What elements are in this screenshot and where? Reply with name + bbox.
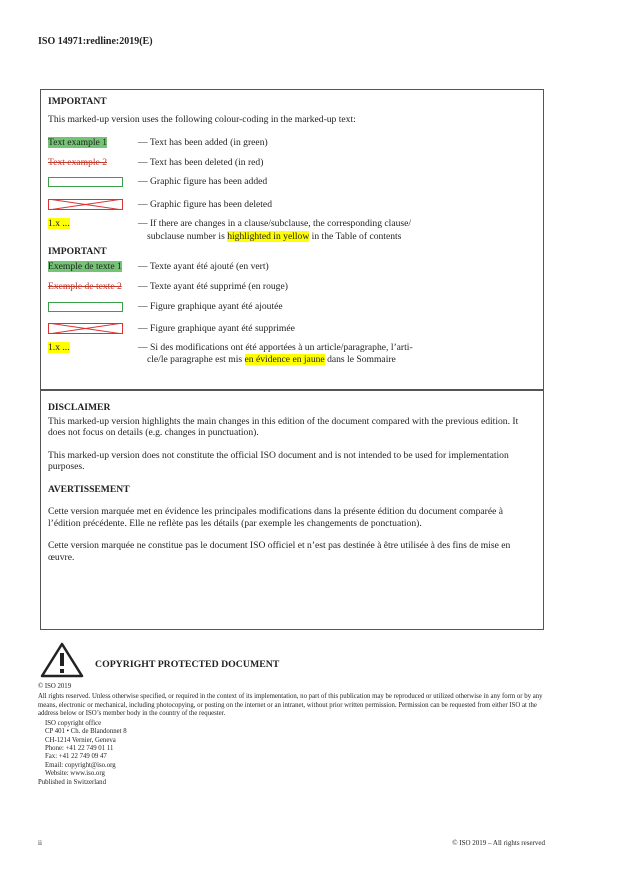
legend-desc-line: — If there are changes in a clause/subclause, the corresponding clause/ [138, 218, 412, 230]
website-link[interactable]: Website: www.iso.org [45, 769, 105, 777]
address-line: ISO copyright office [45, 720, 102, 728]
legend-desc: — Text has been deleted (in red) [138, 156, 264, 168]
important-intro: This marked-up version uses the following colour-coding in the marked-up text: [48, 114, 356, 125]
legend-desc: — Texte ayant été ajouté (en vert) [138, 261, 269, 273]
disclaimer-title: DISCLAIMER [48, 402, 111, 413]
important-title-fr: IMPORTANT [48, 246, 107, 258]
clause-example: 1.x ... [48, 341, 70, 353]
figure-deleted-icon [48, 323, 123, 334]
important-title: IMPORTANT [48, 96, 107, 107]
legend-desc: — Graphic figure has been added [138, 176, 268, 188]
deleted-example: Text example 2 [48, 156, 108, 168]
important-box [40, 89, 544, 390]
legend-row-added [48, 136, 536, 149]
legend-desc-line: dans le Sommaire [324, 353, 396, 365]
copyright-block [38, 683, 548, 788]
copyright-text: All rights reserved. Unless otherwise specified, or required in the context of its implementation, no part of this publication may be reproduced or utilized otherwise in any form or by any means, electronic or mechanical, including photocopying, or posting on the internet or an intranet, without prior written permission. Permission can be requested from either ISO at the address below or ISO’s member body in the country of the requester. [38, 693, 543, 717]
legend-desc: — Text has been added (in green) [138, 137, 268, 148]
legend-desc [138, 342, 536, 366]
page-number: ii [38, 839, 42, 847]
published-in: Published in Switzerland [38, 779, 106, 787]
legend-desc-line: subclause number is [147, 231, 228, 243]
avertissement-p1: Cette version marquée met en évidence les principales modifications dans la présente édition du document comparée à l’édition précédente. Elle ne reflète pas les détails (par exemple les changements de ponctuation). [48, 506, 504, 529]
email-link[interactable]: Email: copyright@iso.org [45, 761, 116, 769]
warning-icon [40, 642, 84, 678]
legend-desc: — Figure graphique ayant été ajoutée [138, 300, 283, 312]
legend-desc-line: — Si des modifications ont été apportées à un article/paragraphe, l’arti- [138, 341, 413, 353]
legend-row-fig-added [48, 175, 536, 191]
avertissement-title: AVERTISSEMENT [48, 483, 130, 495]
figure-deleted-icon [48, 199, 123, 210]
document-header: ISO 14971:redline:2019(E) [38, 36, 153, 47]
highlighted-text: en évidence en jaune [244, 353, 325, 365]
legend-row-clause-fr [48, 342, 536, 366]
address-line: Phone: +41 22 749 01 11 [45, 745, 114, 753]
deleted-example: Exemple de texte 2 [48, 280, 122, 292]
copyright-title: COPYRIGHT PROTECTED DOCUMENT [95, 659, 280, 670]
added-example: Exemple de texte 1 [48, 261, 122, 273]
legend-desc: — Figure graphique ayant été supprimée [138, 323, 295, 335]
legend-row-fig-added-fr [48, 300, 536, 316]
address-line: CH-1214 Vernier, Geneva [45, 736, 116, 744]
legend-desc: — Graphic figure has been deleted [138, 198, 272, 210]
copyright-year: © ISO 2019 [38, 683, 72, 690]
legend-row-clause [48, 217, 536, 243]
legend-row-fig-deleted [48, 198, 536, 211]
disclaimer-p2: This marked-up version does not constitute the official ISO document and is not intended to be used for implementation purposes. [48, 449, 509, 472]
legend-row-added-fr [48, 260, 536, 273]
footer-rights: © ISO 2019 – All rights reserved [452, 839, 545, 847]
legend-desc: — Texte ayant été supprimé (en rouge) [138, 280, 288, 292]
legend-row-fig-deleted-fr [48, 322, 536, 335]
clause-example: 1.x ... [48, 218, 70, 230]
figure-added-icon [48, 177, 123, 187]
legend-desc-line: in the Table of contents [309, 231, 402, 243]
address-line: CP 401 • Ch. de Blandonnet 8 [45, 728, 127, 736]
figure-added-icon [48, 302, 123, 312]
legend-desc [138, 217, 536, 243]
legend-row-deleted [48, 156, 536, 169]
legend-desc-line: cle/le paragraphe est mis [147, 353, 245, 365]
avertissement-p2: Cette version marquée ne constitue pas le document ISO officiel et n’est pas destinée à être utilisée à des fins de mise en œuvre. [48, 540, 511, 563]
disclaimer-box [40, 390, 544, 630]
disclaimer-p1: This marked-up version highlights the main changes in this edition of the document compared with the previous edition. It does not focus on details (e.g. changes in punctuation). [48, 415, 519, 438]
added-example: Text example 1 [48, 137, 108, 148]
address-line: Fax: +41 22 749 09 47 [45, 753, 107, 761]
highlighted-text: highlighted in yellow [227, 231, 310, 243]
legend-row-deleted-fr [48, 280, 536, 293]
